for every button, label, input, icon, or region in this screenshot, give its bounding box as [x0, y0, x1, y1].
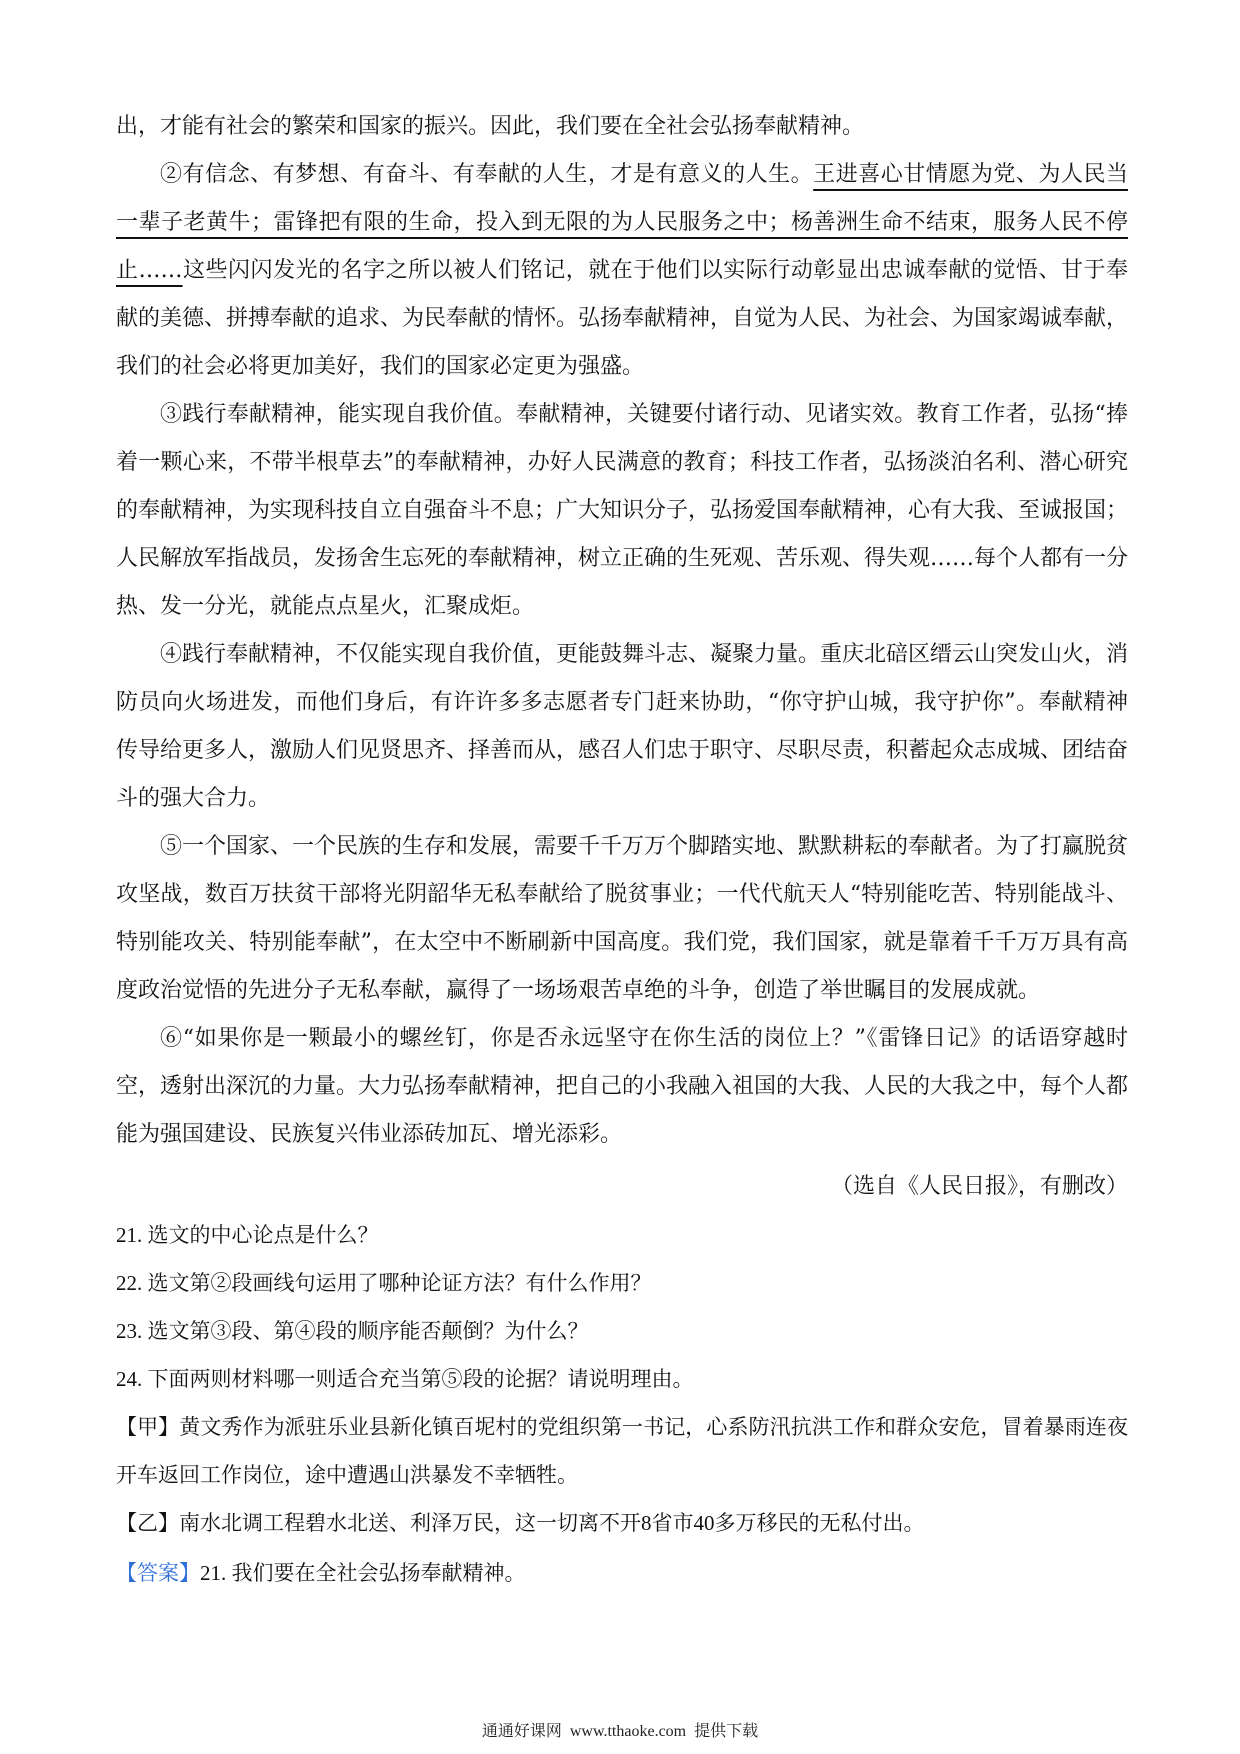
article-paragraph-5: ⑤一个国家、一个民族的生存和发展，需要千千万万个脚踏实地、默默耕耘的奉献者。为了打赢脱贫攻坚战，数百万扶贫干部将光阴韶华无私奉献给了脱贫事业；一代代航天人“特别能吃苦、特别能战斗、特别能攻关、特别能奉献”，在太空中不断刷新中国高度。我们党，我们国家，就是靠着千千万万具有高度政治觉悟的先进分子无私奉献，赢得了一场场艰苦卓绝的斗争，创造了举世瞩目的发展成就。 [116, 834, 1129, 1003]
paragraph-2-lead: ②有信念、有梦想、有奋斗、有奉献的人生，才是有意义的人生。 [160, 162, 814, 187]
article-paragraph-4: ④践行奉献精神，不仅能实现自我价值，更能鼓舞斗志、凝聚力量。重庆北碚区缙云山突发山火，消防员向火场进发，而他们身后，有许许多多志愿者专门赶来协助，“你守护山城，我守护你”。奉献精神传导给更多人，激励人们见贤思齐、择善而从，感召人们忠于职守、尽职尽责，积蓄起众志成城、团结奋斗的强大合力。 [116, 642, 1129, 811]
question-23: 23. 选文第③段、第④段的顺序能否颠倒？为什么？ [116, 1319, 589, 1343]
question-24: 24. 下面两则材料哪一则适合充当第⑤段的论据？请说明理由。 [116, 1367, 694, 1391]
material-jia: 【甲】黄文秀作为派驻乐业县新化镇百坭村的党组织第一书记，心系防汛抗洪工作和群众安危，冒着暴雨连夜开车返回工作岗位，途中遭遇山洪暴发不幸牺牲。 [116, 1415, 1128, 1487]
question-22: 22. 选文第②段画线句运用了哪种论证方法？有什么作用？ [116, 1271, 652, 1295]
answer-tag: 【答案】 [116, 1561, 200, 1585]
question-21: 21. 选文的中心论点是什么？ [116, 1223, 379, 1247]
article-paragraph-2 [116, 151, 1128, 391]
footer-suffix: 提供下载 [694, 1723, 759, 1740]
footer-url[interactable]: www.tthaoke.com [569, 1723, 687, 1740]
document-content [116, 103, 1128, 1597]
material-yi: 【乙】南水北调工程碧水北送、利泽万民，这一切离不开8省市40多万移民的无私付出。 [116, 1511, 925, 1535]
underlined-sentence: 王进喜心甘情愿为党、为人民当一辈子老黄牛；雷锋把有限的生命，投入到无限的为人民服务之中；杨善洲生命不结束，服务人民不停止…… [116, 162, 1128, 283]
answer-text: 21. 我们要在全社会弘扬奉献精神。 [200, 1561, 526, 1585]
article-paragraph-1: 出，才能有社会的繁荣和国家的振兴。因此，我们要在全社会弘扬奉献精神。 [116, 114, 865, 139]
answer-line [116, 1549, 1128, 1597]
article-source: （选自《人民日报》，有删改） [830, 1174, 1128, 1199]
article-paragraph-3: ③践行奉献精神，能实现自我价值。奉献精神，关键要付诸行动、见诸实效。教育工作者，弘扬“捧着一颗心来，不带半根草去”的奉献精神，办好人民满意的教育；科技工作者，弘扬淡泊名利、潜心研究的奉献精神，为实现科技自立自强奋斗不息；广大知识分子，弘扬爱国奉献精神，心有大我、至诚报国；人民解放军指战员，发扬舍生忘死的奉献精神，树立正确的生死观、苦乐观、得失观……每个人都有一分热、发一分光，就能点点星火，汇聚成炬。 [116, 402, 1129, 619]
footer-site: 通通好课网 [481, 1723, 562, 1740]
page-footer [0, 1718, 1240, 1741]
paragraph-2-rest: 这些闪闪发光的名字之所以被人们铭记，就在于他们以实际行动彰显出忠诚奉献的觉悟、甘于奉献的美德、拼搏奉献的追求、为民奉献的情怀。弘扬奉献精神，自觉为人民、为社会、为国家竭诚奉献，我们的社会必将更加美好，我们的国家必定更为强盛。 [116, 258, 1129, 379]
article-paragraph-6: ⑥“如果你是一颗最小的螺丝钉，你是否永远坚守在你生活的岗位上？”《雷锋日记》的话语穿越时空，透射出深沉的力量。大力弘扬奉献精神，把自己的小我融入祖国的大我、人民的大我之中，每个人都能为强国建设、民族复兴伟业添砖加瓦、增光添彩。 [116, 1026, 1129, 1147]
